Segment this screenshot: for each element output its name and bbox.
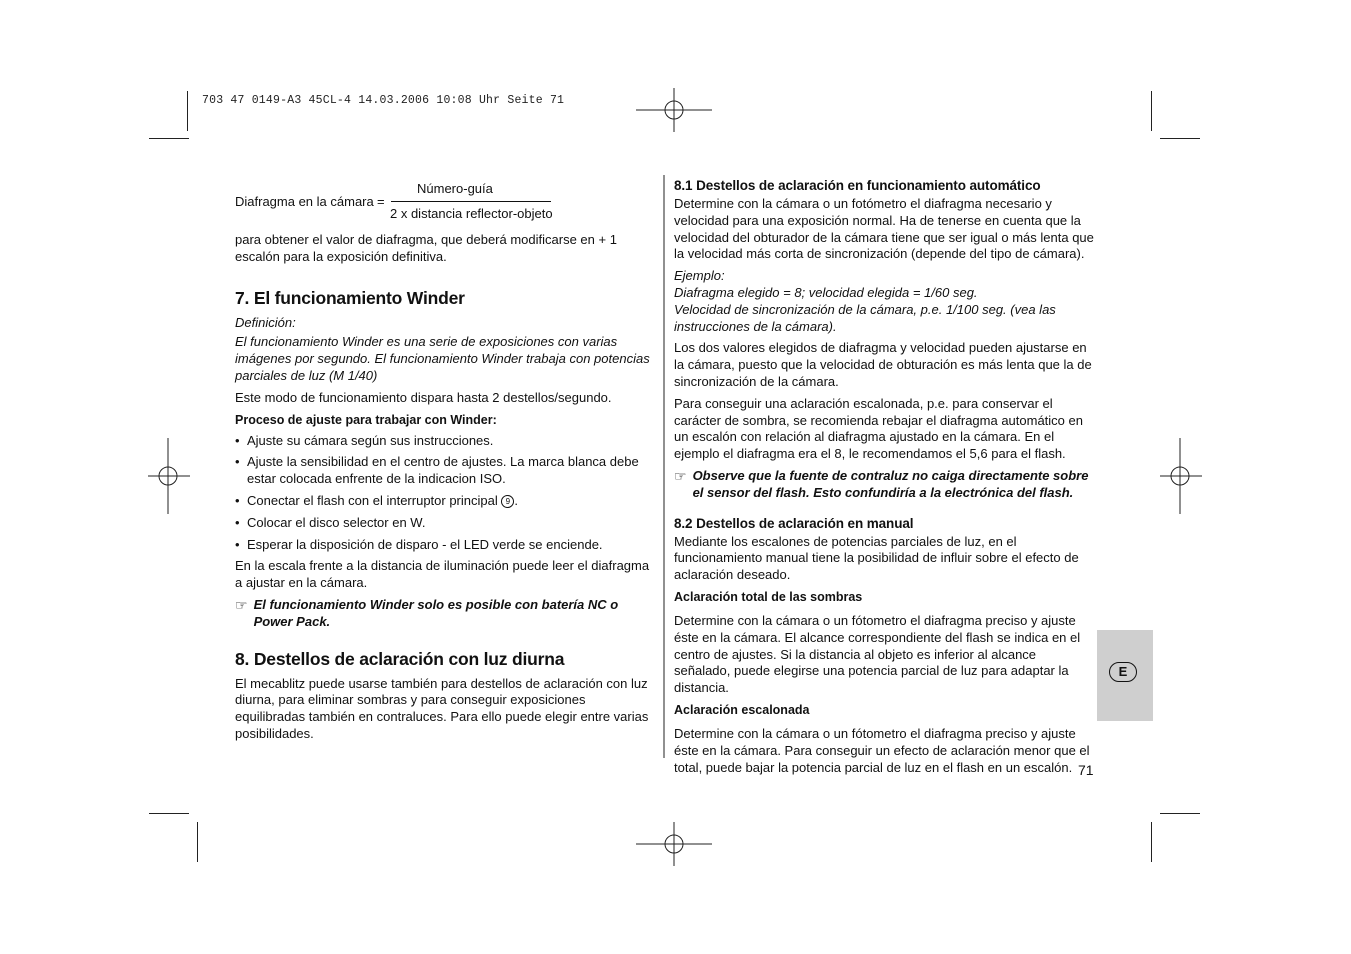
procedure-heading: Proceso de ajuste para trabajar con Winder: [235,412,497,427]
section-7-paragraph: Este modo de funcionamiento dispara hasta 2 destellos/segundo. [235,389,612,405]
section-8-1-paragraph-2: Los dos valores elegidos de diafragma y velocidad pueden ajustarse en la cámara, puesto que la velocidad de obturación es más lenta que la de sincronización de la cámara. [674,340,1092,389]
language-tab [1097,630,1153,721]
section-8-2-title: 8.2 Destellos de aclaración en manual [674,515,914,531]
list-item: • Ajuste la sensibilidad en el centro de ajustes. La marca blanca debe estar colocada enfrente de la indicacion ISO. [235,454,639,487]
section-8-1-title: 8.1 Destellos de aclaración en funcionamiento automático [674,178,1041,193]
formula-label: Diafragma en la cámara [235,194,374,209]
list-item: • Conectar el flash con el interruptor principal 9 . [235,492,518,508]
section-8-1-paragraph-3: Para conseguir una aclaración escalonada, p.e. para conservar el carácter de sombra, se recomienda rebajar el diafragma automático en un escalón con relación al diafragma ajustado en la cámara. En el ejemplo el diafragma era el 8, le recomendamos el 5,6 para el flash. [674,395,1083,462]
sub-heading-total: Aclaración total de las sombras [674,589,863,604]
section-8-2-paragraph-2: Determine con la cámara o un fótometro el diafragma preciso y ajuste éste en la cámara. El alcance correspondiente del flash se indica en el centro de ajustes. Si la distancia al objeto es inferior al alcance señalado, puede elegirse una potencia parcial de luz para adaptar la distancia. [674,612,1081,696]
formula-equals: = [377,194,385,209]
formula-denominator: 2 x distancia reflector-objeto [390,206,553,221]
section-8-1-paragraph: Determine con la cámara o un fotómetro el diafragma necesario y velocidad para una exposición normal. Ha de tenerse en cuenta que la velocidad del obturador de la cámara tiene que ser igual o más lenta que la velocidad más corta de sincronización (depende del tipo de cámara). [674,196,1094,262]
aperture-formula [235,181,565,227]
sub-heading-escalonada: Aclaración escalonada [674,702,810,717]
section-8-2-paragraph: Mediante los escalones de potencias parciales de luz, en el funcionamiento manual tiene la posibilidad de influir sobre el efecto de aclaración deseado. [674,533,1079,583]
language-badge: E [1109,662,1137,682]
section-7-title: 7. El funcionamiento Winder [235,287,465,308]
fraction-bar [391,201,551,202]
section-7-paragraph-2: En la escala frente a la distancia de iluminación puede leer el diafragma a ajustar en la cámara. [235,558,650,591]
page-number: 71 [1078,762,1094,778]
formula-numerator: Número-guía [417,181,493,196]
winder-note: ☞ El funcionamiento Winder solo es posible con batería NC o Power Pack. [235,596,619,629]
section-8-2-paragraph-3: Determine con la cámara o un fótometro el diafragma preciso y ajuste éste en la cámara. Para conseguir un efecto de aclaración menor que el total, puede bajar la potencia parcial de luz en el flash en un escalón. [674,725,1090,775]
example-line-2: Velocidad de sincronización de la cámara, p.e. 1/100 seg. (vea las instrucciones de la cámara). [674,301,1056,334]
pointing-hand-icon: ☞ [674,467,687,484]
print-slug: 703 47 0149-A3 45CL-4 14.03.2006 10:08 Uhr Seite 71 [202,94,565,107]
pointing-hand-icon: ☞ [235,596,248,613]
contraluz-note: ☞ Observe que la fuente de contraluz no caiga directamente sobre el sensor del flash. Esto confundiría a la electrónica del flash. [674,467,1089,500]
left-column [235,232,657,748]
example-label: Ejemplo: [674,268,725,284]
list-item: • Esperar la disposición de disparo - el LED verde se enciende. [235,536,603,552]
definition-text: El funcionamiento Winder es una serie de exposiciones con varias imágenes por segundo. El funcionamiento Winder trabaja con potencias parciales de luz (M 1/40) [235,334,650,383]
definition-label: Definición: [235,314,296,330]
circled-number: 9 [501,495,514,508]
section-8-paragraph: El mecablitz puede usarse también para destellos de aclaración con luz diurna, para eliminar sombras y para conseguir exposiciones equilibradas también en contraluces. Para ello puede elegir entre varias posibilidades. [235,675,649,741]
intro-text: para obtener el valor de diafragma, que deberá modificarse en + 1 escalón para la exposición definitiva. [235,232,617,264]
section-8-title: 8. Destellos de aclaración con luz diurna [235,648,565,669]
example-line-1: Diafragma elegido = 8; velocidad elegida = 1/60 seg. [674,284,978,300]
right-column [674,177,1096,781]
list-item: • Colocar el disco selector en W. [235,514,426,530]
list-item: • Ajuste su cámara según sus instrucciones. [235,432,494,448]
